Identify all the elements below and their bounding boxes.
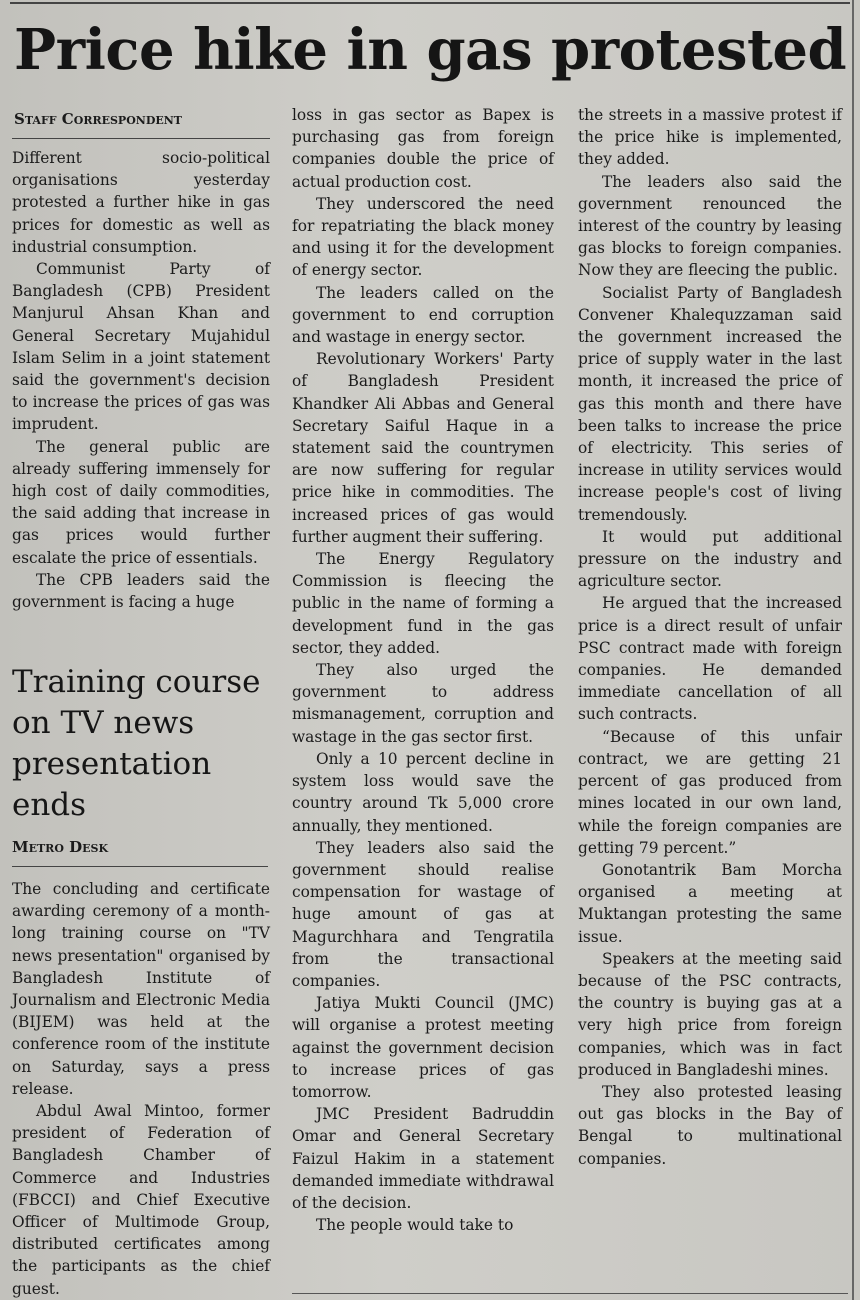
paragraph: JMC President Badruddin Omar and General Secretary Faizul Hakim in a statement demanded immediate withdrawal of the decision. <box>292 1105 554 1212</box>
paragraph: Only a 10 percent decline in system loss would save the country around Tk 5,000 crore annually, they mentioned. <box>292 749 554 835</box>
paragraph: They leaders also said the government should realise compensation for wastage of huge amount of gas at Magurchhara and Tengratila from the transactional companies. <box>292 838 554 990</box>
paragraph: They underscored the need for repatriating the black money and using it for the development of energy sector. <box>292 194 554 280</box>
paragraph: The Energy Regulatory Commission is fleecing the public in the name of forming a development fund in the gas sector, they added. <box>292 550 554 657</box>
paragraph: loss in gas sector as Bapex is purchasing gas from foreign companies double the price of actual production cost. <box>292 106 554 191</box>
article-column-3 <box>578 104 842 1170</box>
article-column-2 <box>292 104 554 1236</box>
paragraph: The people would take to <box>316 1216 514 1235</box>
byline-metro-desk: Metro Desk <box>12 836 268 867</box>
paragraph: The leaders called on the government to end corruption and wastage in energy sector. <box>292 283 554 347</box>
article-column-1 <box>12 106 270 613</box>
paragraph: Jatiya Mukti Council (JMC) will organise a protest meeting against the government decision to increase prices of gas tomorrow. <box>292 994 554 1101</box>
paragraph: The leaders also said the government renounced the interest of the country by leasing gas blocks to foreign companies. Now they are fleecing the public. <box>578 172 842 280</box>
byline-staff: Staff Correspondent <box>12 106 270 139</box>
paragraph: They also urged the government to address mismanagement, corruption and wastage in the gas sector first. <box>292 661 554 746</box>
main-headline: Price hike in gas protested <box>14 17 847 83</box>
paragraph: The general public are already suffering immensely for high cost of daily commodities, the said adding that increase in gas prices would further escalate the price of essentials. <box>12 437 270 567</box>
secondary-article-body <box>12 878 270 1300</box>
right-rule <box>852 0 854 1300</box>
paragraph: It would put additional pressure on the industry and agriculture sector. <box>578 527 842 591</box>
paragraph: Speakers at the meeting said because of the PSC contracts, the country is buying gas at a very high price from foreign companies, which was in fact produced in Bangladeshi mines. <box>578 949 842 1079</box>
paragraph: The CPB leaders said the government is facing a huge <box>12 570 270 612</box>
paragraph: Different socio-political organisations yesterday protested a further hike in gas prices for domestic as well as industrial consumption. <box>12 149 270 256</box>
paragraph: They also protested leasing out gas blocks in the Bay of Bengal to multinational companies. <box>578 1082 842 1168</box>
paragraph: He argued that the increased price is a direct result of unfair PSC contract made with foreign companies. He demanded immediate cancellation of all such contracts. <box>578 594 842 724</box>
paragraph: “Because of this unfair contract, we are getting 21 percent of gas produced from mines located in our own land, while the foreign companies are getting 79 percent.” <box>578 727 842 857</box>
paragraph: Socialist Party of Bangladesh Convener Khalequzzaman said the government increased the price of supply water in the last month, it increased the price of gas this month and there have been talks to increase the price of electricity. This series of increase in utility services would increase people's cost of living tremendously. <box>578 283 842 524</box>
paragraph: The concluding and certificate awarding ceremony of a month-long training course on "TV news presentation" organised by Bangladesh Institute of Journalism and Electronic Media (BIJEM) was held at the conference room of the institute on Saturday, says a press release. <box>12 880 270 1098</box>
secondary-headline: Training course on TV news presentation ends <box>12 664 261 823</box>
paragraph: Abdul Awal Mintoo, former president of Federation of Bangladesh Chamber of Commerce and Industries (FBCCI) and Chief Executive Officer of Multimode Group, distributed certificates among the participants as the chief guest. <box>12 1102 270 1298</box>
paragraph: Gonotantrik Bam Morcha organised a meeting at Muktangan protesting the same issue. <box>578 860 842 946</box>
paragraph: Communist Party of Bangladesh (CPB) President Manjurul Ahsan Khan and General Secretary Mujahidul Islam Selim in a joint statement said the government's decision to increase the prices of gas was imprudent. <box>12 260 270 434</box>
paragraph: Revolutionary Workers' Party of Bangladesh President Khandker Ali Abbas and General Secretary Saiful Haque in a statement said the countrymen are now suffering for regular price hike in commodities. The increased prices of gas would further augment their suffering. <box>292 350 554 546</box>
bottom-rule <box>292 1293 848 1294</box>
top-rule <box>10 2 850 4</box>
paragraph: the streets in a massive protest if the price hike is implemented, they added. <box>578 106 842 169</box>
